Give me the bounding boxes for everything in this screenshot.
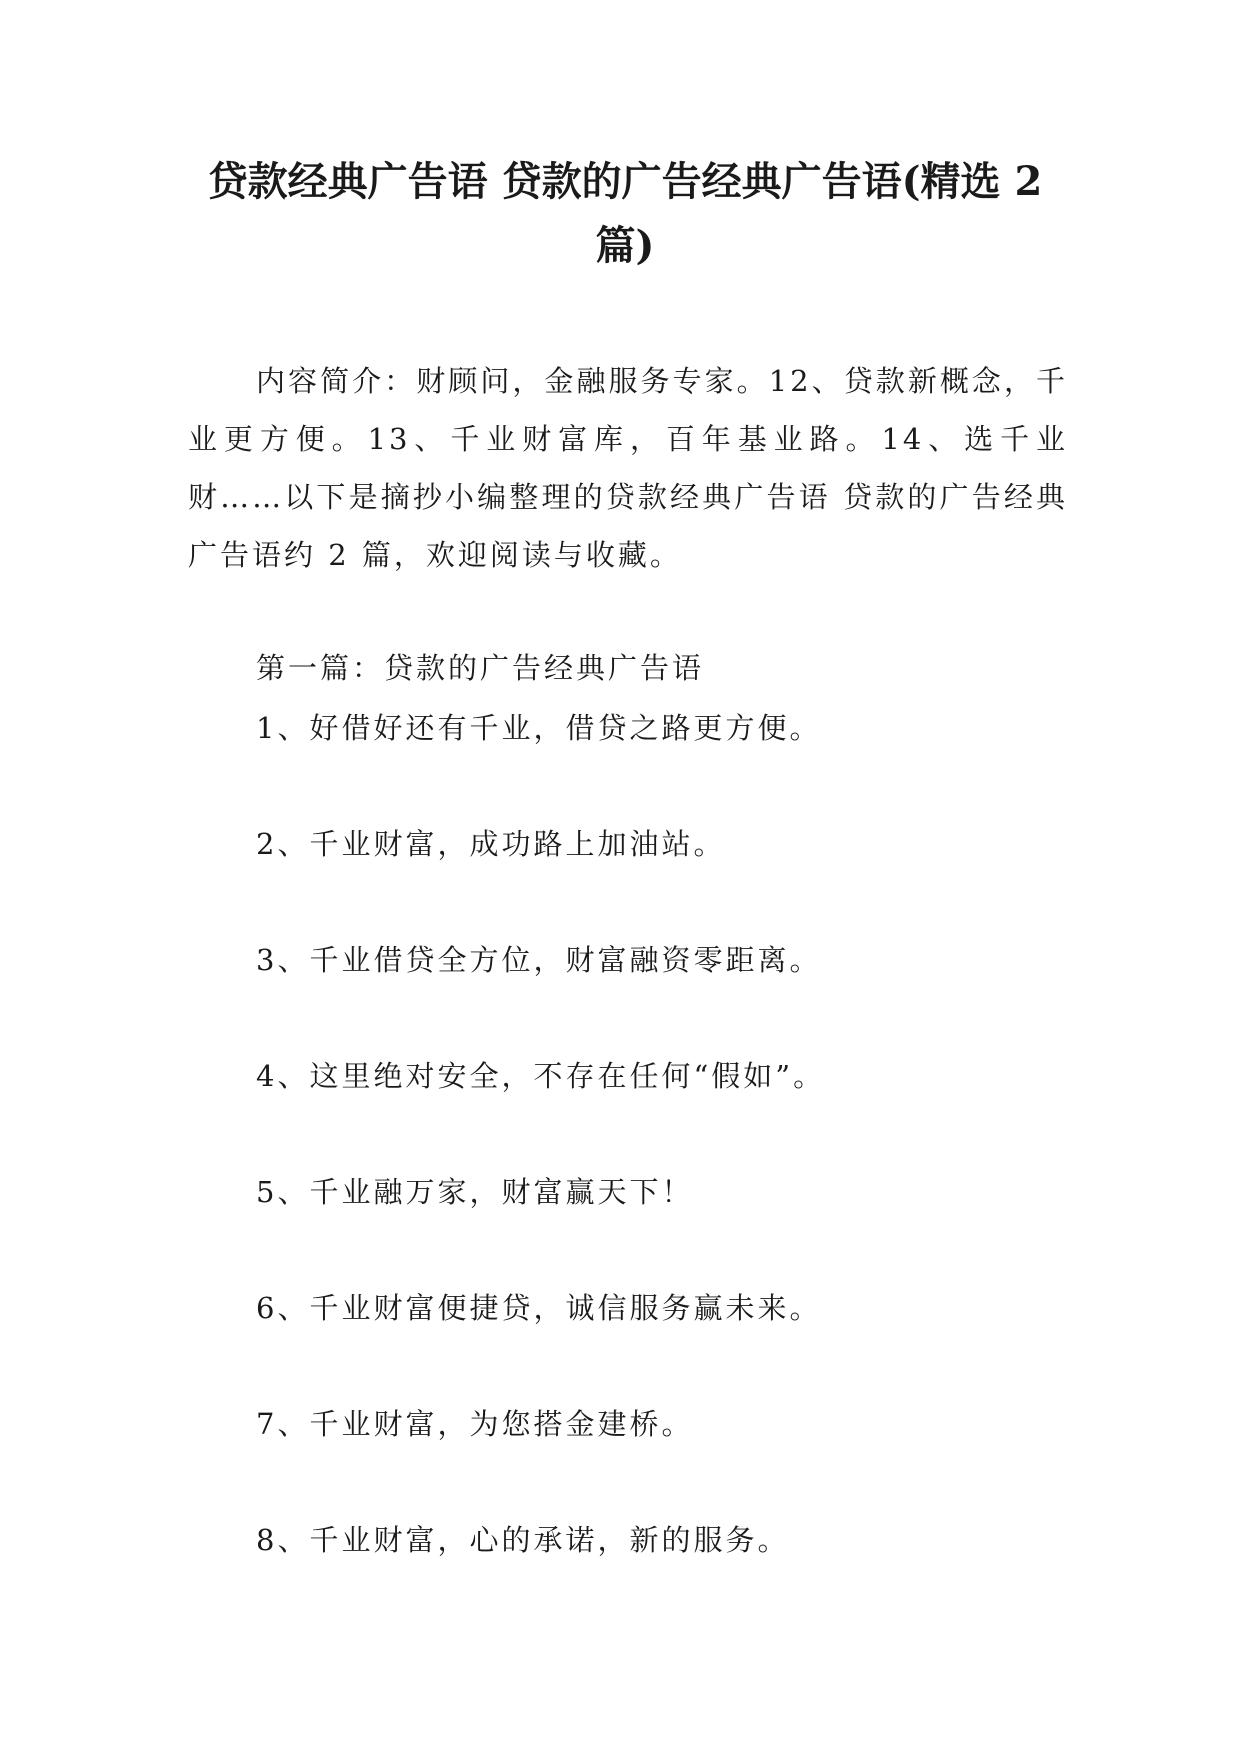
list-item: 5、千业融万家，财富赢天下！ [256, 1175, 694, 1209]
section-heading: 第一篇：贷款的广告经典广告语 [256, 651, 705, 685]
list-item: 2、千业财富，成功路上加油站。 [256, 827, 726, 861]
list-item: 1、好借好还有千业，借贷之路更方便。 [256, 711, 822, 745]
slogan-list [256, 706, 825, 1634]
document-title: 贷款经典广告语 贷款的广告经典广告语(精选 2 篇) [207, 158, 1043, 269]
list-item: 3、千业借贷全方位，财富融资零距离。 [256, 943, 822, 977]
list-item: 4、这里绝对安全，不存在任何“假如”。 [256, 1059, 826, 1093]
list-item: 8、千业财富，心的承诺，新的服务。 [256, 1523, 790, 1557]
list-item: 6、千业财富便捷贷，诚信服务赢未来。 [256, 1291, 822, 1325]
list-item: 7、千业财富，为您搭金建桥。 [256, 1407, 694, 1441]
intro-paragraph: 内容简介：财顾问，金融服务专家。12、贷款新概念，千业更方便。13、千业财富库，百年基业路。14、选千业财……以下是摘抄小编整理的贷款经典广告语 贷款的广告经典广告语约 2 篇，欢迎阅读与收藏。 [188, 364, 1068, 572]
